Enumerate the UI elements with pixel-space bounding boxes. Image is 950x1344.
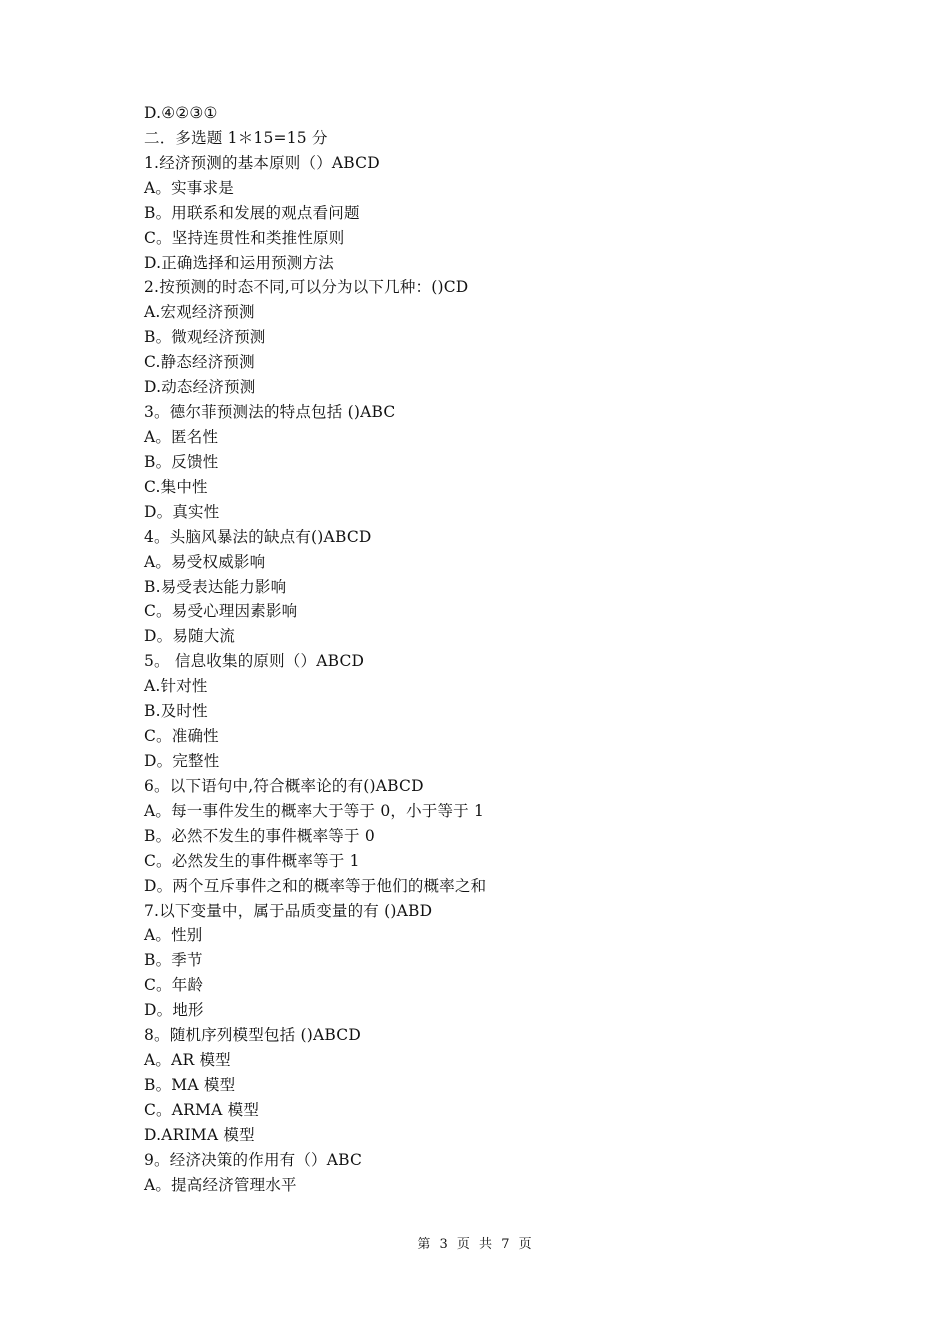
option-line: A。每一事件发生的概率大于等于 0，小于等于 1 bbox=[144, 801, 485, 820]
option-line: B。微观经济预测 bbox=[144, 328, 266, 347]
option-line: C。必然发生的事件概率等于 1 bbox=[144, 851, 360, 870]
question-5: 5。 信息收集的原则（）ABCD bbox=[144, 652, 365, 671]
option-line: B.及时性 bbox=[144, 702, 208, 721]
text-line: D.④②③① bbox=[144, 104, 218, 122]
option-line: C。易受心理因素影响 bbox=[144, 602, 298, 621]
question-7: 7.以下变量中，属于品质变量的有 ()ABD bbox=[144, 901, 433, 920]
question-1: 1.经济预测的基本原则（）ABCD bbox=[144, 153, 380, 172]
option-line: A。性别 bbox=[144, 926, 203, 945]
option-line: C.静态经济预测 bbox=[144, 353, 255, 372]
page-number-footer: 第 3 页 共 7 页 bbox=[417, 1237, 533, 1252]
option-line: A。AR 模型 bbox=[144, 1051, 231, 1070]
document-body bbox=[144, 101, 844, 1198]
option-line: A。提高经济管理水平 bbox=[144, 1175, 297, 1194]
option-line: B。必然不发生的事件概率等于 0 bbox=[144, 826, 375, 845]
option-line: D。易随大流 bbox=[144, 627, 236, 646]
question-8: 8。随机序列模型包括 ()ABCD bbox=[144, 1026, 361, 1045]
option-line: C。坚持连贯性和类推性原则 bbox=[144, 228, 345, 247]
question-6: 6。以下语句中,符合概率论的有()ABCD bbox=[144, 776, 424, 795]
option-line: B。反馈性 bbox=[144, 452, 219, 471]
option-line: D。两个互斥事件之和的概率等于他们的概率之和 bbox=[144, 876, 487, 895]
option-line: A.针对性 bbox=[144, 677, 208, 696]
question-9: 9。经济决策的作用有（）ABC bbox=[144, 1150, 363, 1169]
option-line: A。实事求是 bbox=[144, 178, 234, 197]
option-line: B.易受表达能力影响 bbox=[144, 577, 287, 596]
option-line: D.动态经济预测 bbox=[144, 378, 256, 397]
option-line: B。用联系和发展的观点看问题 bbox=[144, 203, 360, 222]
option-line: A。易受权威影响 bbox=[144, 552, 266, 571]
option-line: C。ARMA 模型 bbox=[144, 1100, 260, 1119]
section-heading: 二．多选题 1＊15=15 分 bbox=[144, 128, 328, 147]
option-line: C。准确性 bbox=[144, 727, 219, 746]
question-2: 2.按预测的时态不同,可以分为以下几种：()CD bbox=[144, 278, 469, 297]
question-3: 3。德尔菲预测法的特点包括 ()ABC bbox=[144, 403, 396, 422]
option-line: C。年龄 bbox=[144, 976, 204, 995]
option-line: C.集中性 bbox=[144, 477, 208, 496]
option-line: A.宏观经济预测 bbox=[144, 303, 255, 322]
option-line: B。季节 bbox=[144, 951, 203, 970]
option-line: A。匿名性 bbox=[144, 427, 219, 446]
option-line: D。完整性 bbox=[144, 751, 220, 770]
option-line: D.正确选择和运用预测方法 bbox=[144, 253, 334, 272]
option-line: D。真实性 bbox=[144, 502, 220, 521]
option-line: D。地形 bbox=[144, 1001, 204, 1020]
option-line: D.ARIMA 模型 bbox=[144, 1125, 255, 1144]
option-line: B。MA 模型 bbox=[144, 1075, 236, 1094]
question-4: 4。头脑风暴法的缺点有()ABCD bbox=[144, 527, 372, 546]
